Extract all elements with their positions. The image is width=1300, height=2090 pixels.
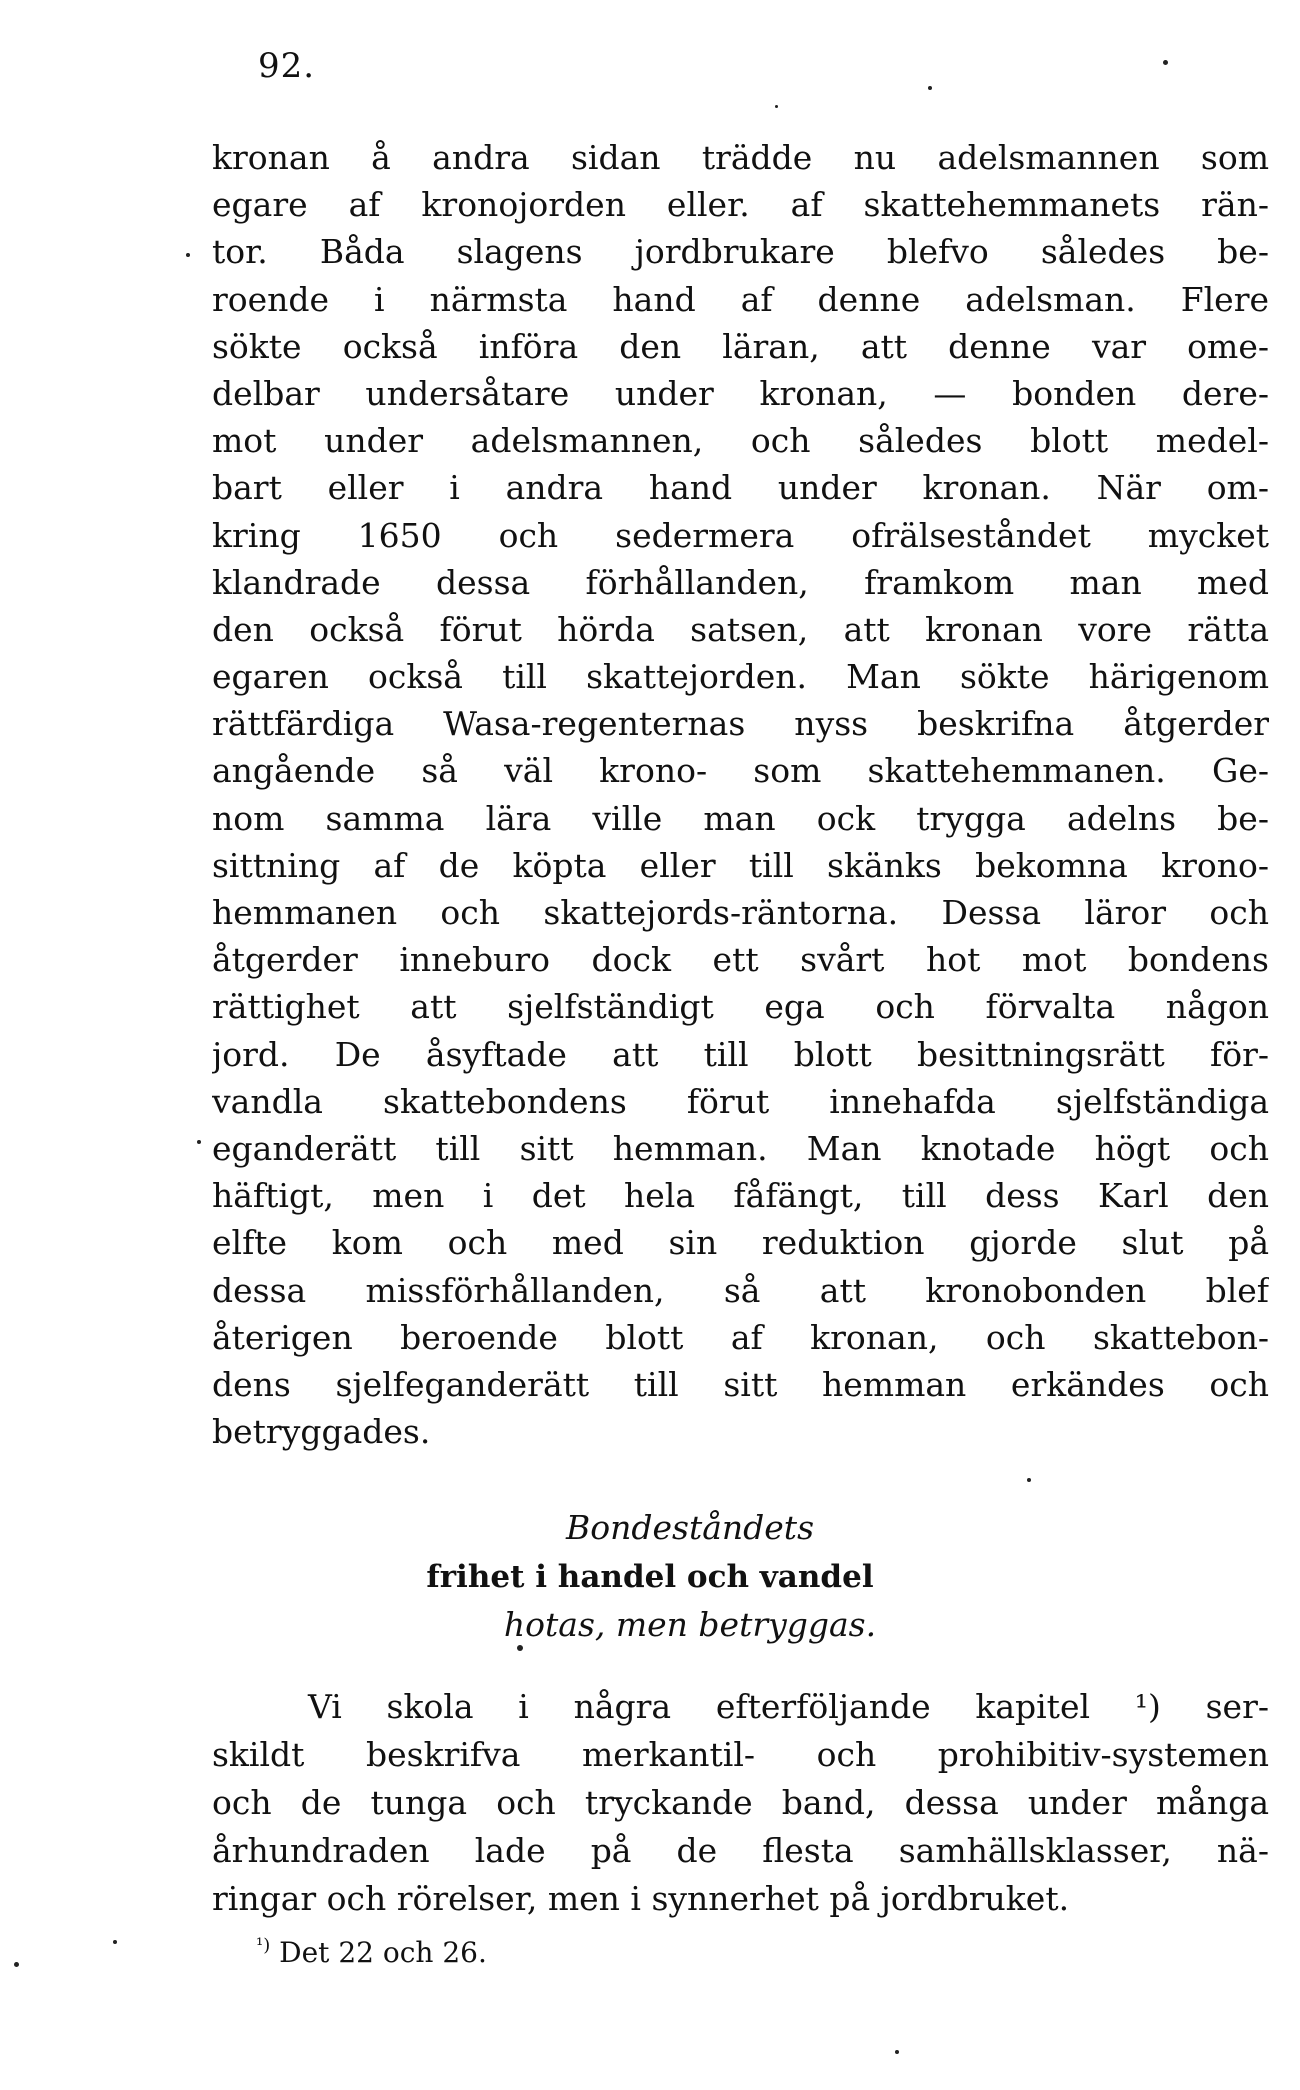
text-line: vandla skattebondens förut innehafda sjelfständiga: [212, 1081, 1269, 1121]
text-line: betryggades.: [212, 1412, 431, 1452]
text-line: sittning af de köpta eller till skänks bekomna krono-: [212, 845, 1269, 885]
text-line: tor. Båda slagens jordbrukare blefvo således be-: [212, 232, 1269, 272]
text-line: eganderätt till sitt hemman. Man knotade högt och: [212, 1128, 1269, 1168]
text-line: nom samma lära ville man ock trygga adelns be-: [212, 798, 1269, 838]
text-line: delbar undersåtare under kronan, — bonden dere-: [212, 373, 1269, 413]
scan-speck: [775, 105, 778, 108]
footnote-text: Det 22 och 26.: [279, 1936, 487, 1969]
footnote-marker: ¹): [256, 1935, 271, 1956]
text-line: dens sjelfeganderätt till sitt hemman erkändes och: [212, 1364, 1269, 1404]
text-line: sökte också införa den läran, att denne var ome-: [212, 326, 1269, 366]
text-line: egaren också till skattejorden. Man sökte härigenom: [212, 657, 1269, 697]
text-line: mot under adelsmannen, och således blott medel-: [212, 421, 1269, 461]
text-line: roende i närmsta hand af denne adelsman. Flere: [212, 279, 1269, 319]
scan-speck: [895, 2050, 899, 2054]
section-heading-line-2: frihet i handel och vandel: [426, 1559, 874, 1595]
scan-speck: [1027, 1478, 1031, 1482]
scan-speck: [14, 1962, 19, 1967]
text-line: skildt beskrifva merkantil- och prohibitiv-systemen: [212, 1735, 1269, 1774]
text-line: rättighet att sjelfständigt ega och förvalta någon: [212, 987, 1269, 1027]
text-line: den också förut hörda satsen, att kronan vore rätta: [212, 609, 1269, 649]
page-number: 92.: [258, 46, 316, 86]
text-line: bart eller i andra hand under kronan. När om-: [212, 468, 1269, 508]
scan-speck: [197, 1140, 201, 1144]
scan-speck: [517, 1645, 523, 1651]
text-line: och de tunga och tryckande band, dessa under många: [212, 1783, 1269, 1822]
text-line: elfte kom och med sin reduktion gjorde slut på: [212, 1223, 1269, 1263]
text-line: århundraden lade på de flesta samhällsklasser, nä-: [212, 1831, 1269, 1870]
text-line: återigen beroende blott af kronan, och skattebon-: [212, 1317, 1269, 1357]
text-line: kring 1650 och sedermera ofrälseståndet mycket: [212, 515, 1269, 555]
section-heading-line-1: Bondeståndets: [566, 1508, 814, 1547]
scan-speck: [186, 253, 190, 257]
text-line: klandrade dessa förhållanden, framkom man med: [212, 562, 1269, 602]
text-line: Vi skola i några efterföljande kapitel ¹) ser-: [308, 1687, 1269, 1726]
text-line: häftigt, men i det hela fåfängt, till dess Karl den: [212, 1176, 1269, 1216]
text-line: rättfärdiga Wasa-regenternas nyss beskrifna åtgerder: [212, 704, 1269, 744]
text-line: egare af kronojorden eller. af skattehemmanets rän-: [212, 185, 1269, 225]
text-line: jord. De åsyftade att till blott besittningsrätt för-: [212, 1034, 1269, 1074]
text-line: dessa missförhållanden, så att kronobonden blef: [212, 1270, 1269, 1310]
footnote: [256, 1928, 487, 1971]
scan-speck: [928, 86, 932, 90]
text-line: kronan å andra sidan trädde nu adelsmannen som: [212, 138, 1269, 177]
paragraph-1: [212, 134, 1269, 1455]
scan-speck: [1163, 60, 1168, 65]
text-line: ringar och rörelser, men i synnerhet på jordbruket.: [212, 1879, 1070, 1918]
scan-speck: [113, 1940, 117, 1944]
text-line: hemmanen och skattejords-räntorna. Dessa läror och: [212, 893, 1269, 932]
paragraph-2: [212, 1683, 1269, 1923]
text-line: åtgerder inneburo dock ett svårt hot mot bondens: [212, 940, 1269, 980]
section-heading-line-3: hotas, men betryggas.: [503, 1605, 877, 1644]
text-line: angående så väl krono- som skattehemmanen. Ge-: [212, 751, 1269, 791]
